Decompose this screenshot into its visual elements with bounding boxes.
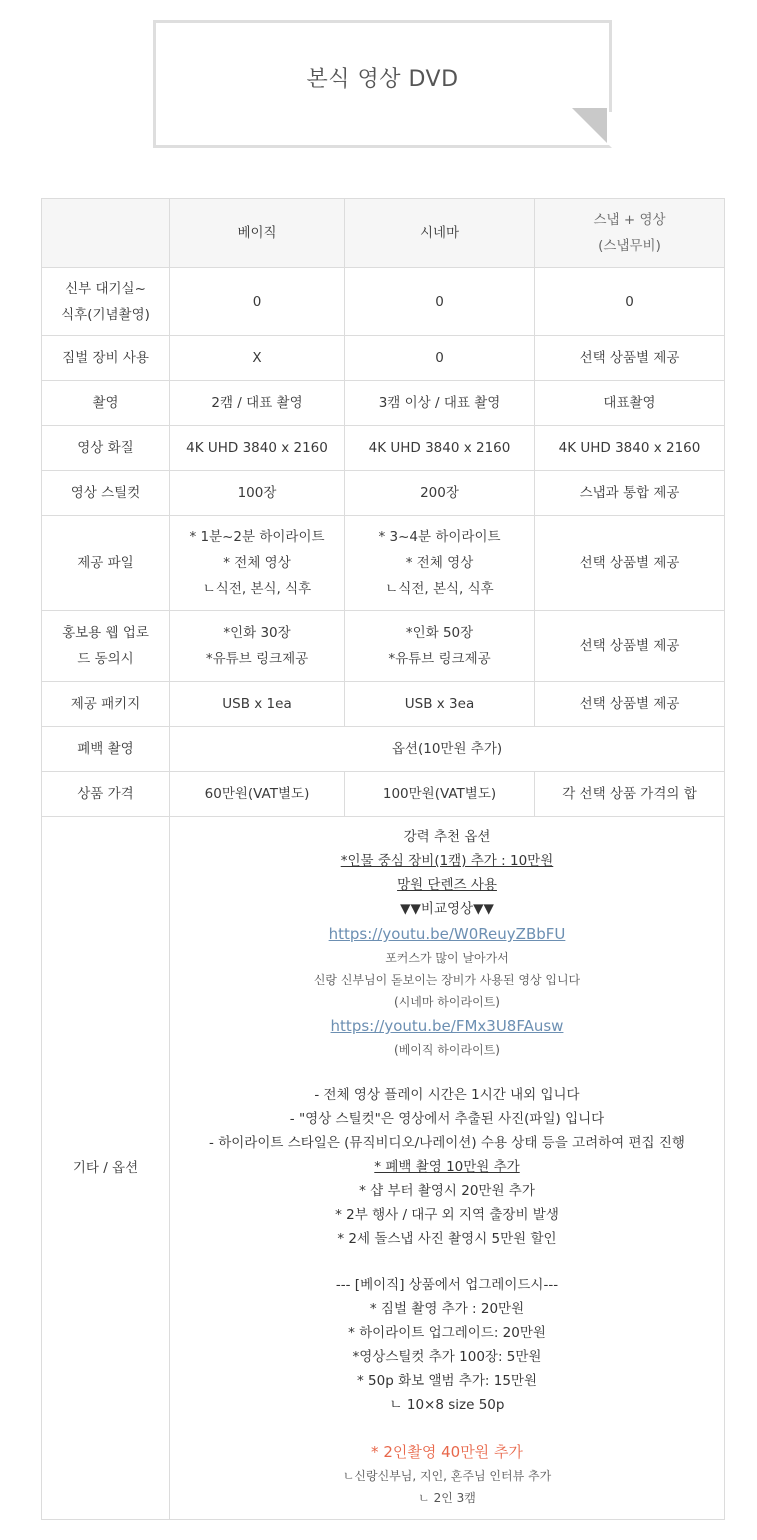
extra-line: * 샵 부터 촬영시 20만원 추가: [359, 1183, 535, 1199]
two-person-star: *: [371, 1443, 384, 1461]
cell-basic: [170, 682, 345, 727]
cell-text-line: 선택 상품별 제공: [579, 696, 680, 712]
cell-text-line: 스냅과 통합 제공: [579, 485, 680, 501]
cell-snap: [535, 336, 725, 381]
title-card: [153, 20, 612, 148]
table-row: [42, 268, 725, 336]
extra-line: * 2세 돌스냅 사진 촬영시 5만원 할인: [337, 1231, 557, 1247]
cell-cinema: [345, 682, 535, 727]
cell-snap: [535, 381, 725, 426]
cell-snap: [535, 516, 725, 611]
upgrade-line: * 50p 화보 앨범 추가: 15만원: [356, 1373, 537, 1389]
cell-text-line: ㄴ식전, 본식, 식후: [385, 581, 494, 597]
cell-cinema: [345, 336, 535, 381]
cell-text-line: 선택 상품별 제공: [579, 555, 680, 571]
row-label: [42, 516, 170, 611]
upgrade-line: *영상스틸컷 추가 100장: 5만원: [352, 1349, 542, 1365]
upgrade-line: ㄴ 10×8 size 50p: [389, 1397, 505, 1413]
table-row: [42, 772, 725, 817]
cell-basic: [170, 611, 345, 682]
cell-text-line: * 전체 영상: [405, 555, 474, 571]
two-person-label: 2인촬영 40만원 추가: [383, 1443, 523, 1461]
cell-snap: [535, 682, 725, 727]
spacer: [174, 1417, 720, 1439]
recommend-title: 강력 추천 옵션: [403, 829, 491, 845]
cell-snap: [535, 471, 725, 516]
recommend-item: *인물 중심 장비(1캠) 추가 : 10만원: [340, 853, 554, 869]
spacer: [174, 1061, 720, 1083]
cell-text-line: X: [252, 350, 262, 366]
cell-text-line: 옵션(10만원 추가): [391, 741, 503, 757]
header-cell-empty: [42, 199, 170, 268]
extra-line: * 2부 행사 / 대구 외 지역 출장비 발생: [335, 1207, 559, 1223]
note-line: - "영상 스틸컷"은 영상에서 추출된 사진(파일) 입니다: [289, 1111, 605, 1127]
cell-snap: [535, 772, 725, 817]
cell-text-line: 60만원(VAT별도): [204, 786, 310, 802]
cell-cinema: [345, 268, 535, 336]
options-row: [42, 817, 725, 1520]
two-person-note: ㄴ 2인 3캠: [418, 1491, 476, 1505]
table-row: [42, 336, 725, 381]
cell-basic: [170, 516, 345, 611]
cell-text-line: 선택 상품별 제공: [579, 350, 680, 366]
cell-text-line: 베이직: [237, 225, 277, 241]
cell-basic: [170, 268, 345, 336]
cell-text-line: 상품 가격: [77, 786, 134, 802]
row-label: [42, 426, 170, 471]
cell-text-line: 100만원(VAT별도): [382, 786, 497, 802]
cell-cinema: [345, 471, 535, 516]
cell-cinema: [345, 426, 535, 471]
row-label: [42, 268, 170, 336]
table-row: [42, 727, 725, 772]
cell-text-line: 폐백 촬영: [77, 741, 134, 757]
cell-text-line: USB x 3ea: [404, 696, 475, 712]
compare-heading: ▼▼비교영상▼▼: [400, 901, 494, 917]
table-row: [42, 381, 725, 426]
video-link-cinema[interactable]: https://youtu.be/W0ReuyZBbFU: [328, 925, 566, 943]
lens-note: 망원 단렌즈 사용: [397, 877, 497, 893]
link-note: (시네마 하이라이트): [394, 995, 500, 1009]
cell-text-line: ㄴ식전, 본식, 식후: [202, 581, 312, 597]
cell-basic: [170, 426, 345, 471]
upgrade-title: --- [베이직] 상품에서 업그레이드시---: [335, 1277, 559, 1293]
cell-text-line: 4K UHD 3840 x 2160: [558, 440, 701, 456]
cell-text-line: 짐벌 장비 사용: [62, 350, 149, 366]
cell-text-line: *유튜브 링크제공: [205, 651, 309, 667]
cell-text-line: 대표촬영: [603, 395, 656, 411]
note-line: - 전체 영상 플레이 시간은 1시간 내외 입니다: [314, 1087, 580, 1103]
table-header-row: [42, 199, 725, 268]
cell-text-line: 영상 스틸컷: [70, 485, 141, 501]
row-label-options: 기타 / 옵션: [42, 817, 170, 1520]
header-cell-basic: [170, 199, 345, 268]
folded-corner: [572, 108, 607, 143]
table-row: [42, 516, 725, 611]
cell-snap: [535, 426, 725, 471]
cell-text-line: 3캠 이상 / 대표 촬영: [378, 395, 501, 411]
cell-text-line: 200장: [420, 485, 459, 501]
header-cell-snap-movie: [535, 199, 725, 268]
cell-text-line: *인화 30장: [223, 625, 291, 641]
row-label: [42, 471, 170, 516]
cell-cinema: [345, 516, 535, 611]
two-person-option: [174, 1439, 720, 1465]
cell-text-line: 선택 상품별 제공: [579, 638, 680, 654]
cell-text-line: 신부 대기실~: [65, 280, 146, 297]
video-link-basic[interactable]: https://youtu.be/FMx3U8FAusw: [330, 1017, 564, 1035]
row-label: [42, 611, 170, 682]
cell-text-line: 4K UHD 3840 x 2160: [186, 440, 328, 456]
table-row: [42, 611, 725, 682]
link-note: 신랑 신부님이 돋보이는 장비가 사용된 영상 입니다: [313, 973, 581, 987]
spacer: [174, 1251, 720, 1273]
row-label: [42, 772, 170, 817]
cell-text-line: 0: [252, 293, 262, 310]
cell-text-line: * 3~4분 하이라이트: [378, 529, 501, 545]
cell-text-line: (스냅무비): [598, 238, 661, 254]
row-label: [42, 336, 170, 381]
cell-text-line: 0: [435, 293, 444, 310]
cell-cinema: [345, 381, 535, 426]
options-content: [170, 817, 725, 1520]
cell-text-line: 영상 화질: [77, 440, 134, 456]
table-row: [42, 426, 725, 471]
link-note: (베이직 하이라이트): [394, 1043, 500, 1057]
page-title: 본식 영상 DVD: [306, 67, 459, 92]
cell-basic: [170, 471, 345, 516]
upgrade-line: * 짐벌 촬영 추가 : 20만원: [369, 1301, 525, 1317]
cell-text-line: * 전체 영상: [223, 555, 291, 571]
cell-text-line: 식후(기념촬영): [61, 306, 150, 323]
cell-basic: [170, 336, 345, 381]
cell-text-line: 시네마: [419, 225, 460, 241]
link-note: 포커스가 많이 날아가서: [385, 951, 509, 965]
cell-snap: [535, 268, 725, 336]
upgrade-line: * 하이라이트 업그레이드: 20만원: [348, 1325, 546, 1341]
row-label: [42, 682, 170, 727]
cell-text-line: 100장: [237, 485, 277, 501]
cell-basic: [170, 381, 345, 426]
cell-basic: [170, 772, 345, 817]
row-label: [42, 727, 170, 772]
two-person-note: ㄴ신랑신부님, 지인, 혼주님 인터뷰 추가: [342, 1469, 552, 1483]
cell-cinema: [345, 772, 535, 817]
header-cell-cinema: [345, 199, 535, 268]
cell-text-line: 촬영: [92, 395, 119, 411]
cell-text-line: 드 동의시: [77, 651, 134, 667]
cell-text-line: * 1분~2분 하이라이트: [189, 529, 325, 545]
cell-text-line: *유튜브 링크제공: [388, 651, 491, 667]
cell-text-line: 각 선택 상품 가격의 합: [562, 786, 697, 802]
cell-text-line: 제공 파일: [77, 555, 134, 571]
cell-text-line: 0: [435, 350, 444, 366]
cell-text-line: USB x 1ea: [222, 696, 292, 712]
cell-cinema: [345, 611, 535, 682]
row-label: [42, 381, 170, 426]
cell-merged-option: [170, 727, 725, 772]
cell-text-line: 제공 패키지: [70, 696, 141, 712]
cell-text-line: 4K UHD 3840 x 2160: [368, 440, 511, 456]
table-row: [42, 682, 725, 727]
cell-text-line: 홍보용 웹 업로: [62, 625, 149, 641]
note-line: - 하이라이트 스타일은 (뮤직비디오/나레이션) 수용 상태 등을 고려하여 편집 진행: [209, 1135, 685, 1151]
cell-text-line: 스냅 + 영상: [593, 212, 666, 228]
table-row: [42, 471, 725, 516]
cell-text-line: *인화 50장: [405, 625, 474, 641]
cell-text-line: 2캠 / 대표 촬영: [211, 395, 303, 411]
product-comparison-table: [41, 198, 725, 1520]
cell-snap: [535, 611, 725, 682]
cell-text-line: 0: [625, 293, 634, 310]
paebaek-note: * 폐백 촬영 10만원 추가: [374, 1159, 520, 1175]
